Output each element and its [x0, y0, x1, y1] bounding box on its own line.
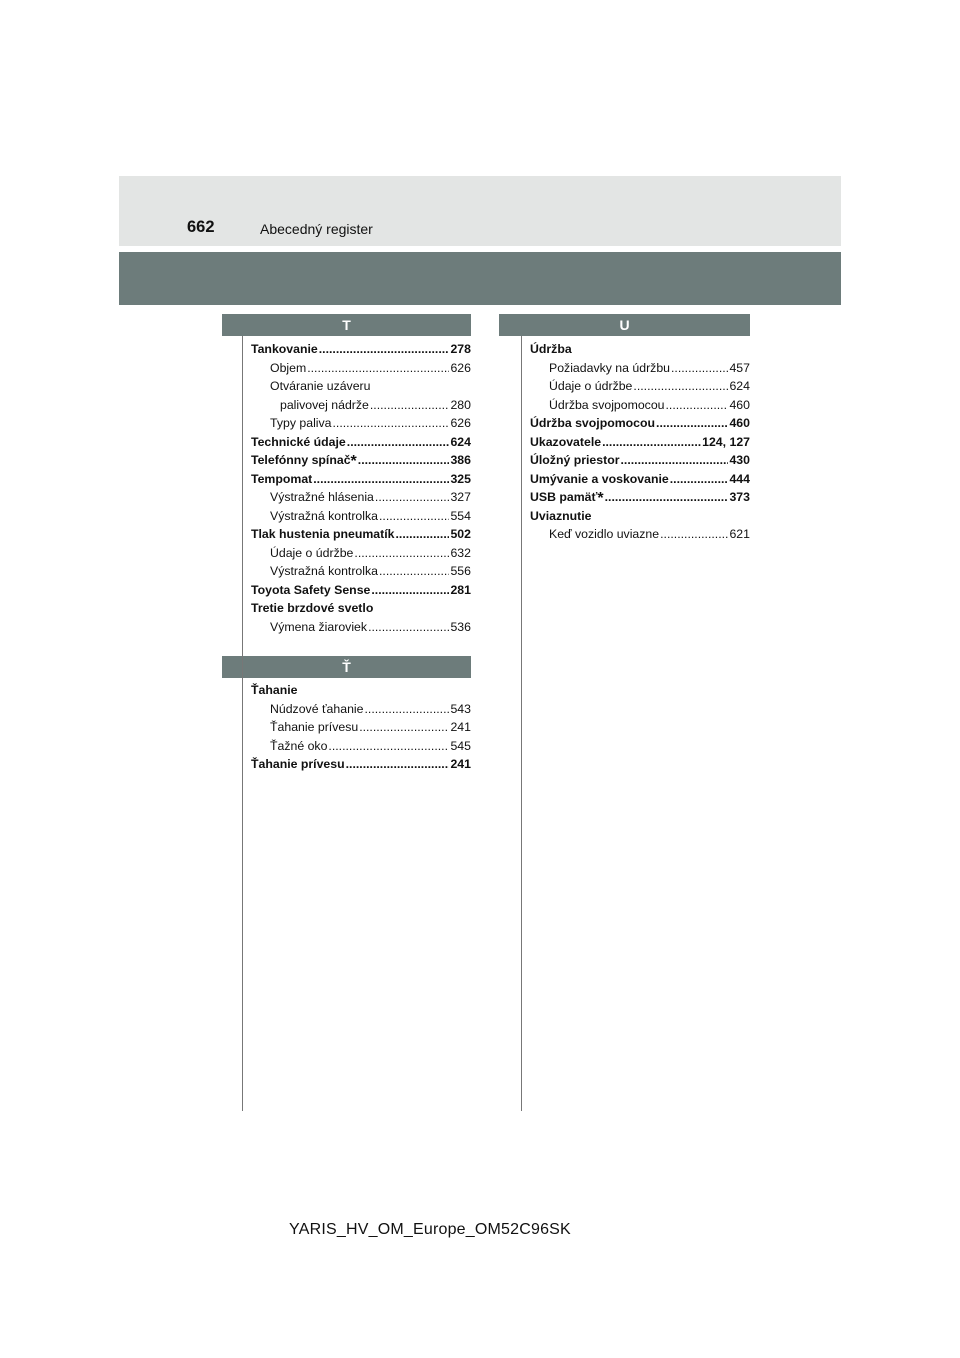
- index-entry[interactable]: [251, 359, 471, 378]
- header-dark-band: [119, 252, 841, 305]
- index-entry[interactable]: [530, 525, 750, 544]
- section-title: Abecedný register: [260, 221, 373, 237]
- dot-leader: [328, 737, 449, 756]
- index-term: Tretie brzdové svetlo: [251, 601, 374, 615]
- index-entry[interactable]: [530, 451, 750, 470]
- index-column-t: [251, 340, 471, 636]
- dot-leader: [375, 488, 450, 507]
- index-entry[interactable]: [530, 359, 750, 378]
- index-page-number[interactable]: 280: [450, 397, 471, 412]
- index-term: Technické údaje: [251, 434, 346, 449]
- index-term: Keď vozidlo uviazne: [549, 527, 660, 541]
- index-entry[interactable]: [251, 396, 471, 415]
- index-term: Ťahanie: [251, 683, 298, 697]
- index-page-number[interactable]: 386: [450, 453, 471, 467]
- dot-leader: [621, 451, 729, 470]
- dot-leader: [396, 525, 450, 544]
- dot-leader: [660, 525, 728, 544]
- index-page-number[interactable]: 325: [450, 471, 471, 486]
- index-page-number[interactable]: 624: [450, 434, 471, 449]
- index-page-number[interactable]: 241: [450, 757, 471, 771]
- index-term: Ukazovatele: [530, 434, 602, 449]
- index-term: Výmena žiaroviek: [270, 619, 368, 634]
- index-page-number[interactable]: 536: [450, 619, 471, 634]
- index-entry[interactable]: USB pamäť * ..... 373: [530, 488, 750, 507]
- index-entry[interactable]: [251, 377, 471, 396]
- dot-leader: [333, 414, 450, 433]
- dot-leader: [605, 488, 729, 507]
- dot-leader: [368, 618, 449, 637]
- index-term: Ťažné oko: [270, 738, 328, 753]
- header-band: [119, 176, 841, 246]
- index-entry[interactable]: [530, 377, 750, 396]
- index-entry[interactable]: [530, 340, 750, 359]
- dot-leader: [313, 470, 449, 489]
- index-term: Údržba svojpomocou: [530, 416, 656, 430]
- index-term: palivovej nádrže: [280, 397, 369, 412]
- index-entry[interactable]: [251, 700, 471, 719]
- index-term: Údaje o údržbe: [549, 379, 633, 393]
- dot-leader: [354, 544, 449, 563]
- index-page-number[interactable]: 556: [450, 564, 471, 578]
- dot-leader: [359, 718, 449, 737]
- index-page-number[interactable]: 327: [450, 490, 471, 504]
- index-term: Núdzové ťahanie: [270, 701, 364, 716]
- index-page-number[interactable]: 554: [450, 508, 471, 523]
- document-code-footer: [0, 1221, 960, 1239]
- index-term: Toyota Safety Sense: [251, 582, 371, 597]
- dot-leader: [379, 562, 449, 581]
- index-page-number[interactable]: 457: [729, 360, 750, 375]
- dot-leader: [656, 414, 728, 433]
- index-entry[interactable]: [251, 544, 471, 563]
- dot-leader: [365, 700, 450, 719]
- index-term: Tankovanie: [251, 342, 318, 356]
- page-number: 662: [187, 218, 215, 236]
- index-term: Ťahanie prívesu: [251, 757, 345, 771]
- index-page-number[interactable]: 632: [450, 545, 471, 560]
- index-term: Úložný priestor: [530, 453, 620, 467]
- index-entry[interactable]: [251, 562, 471, 581]
- index-entry[interactable]: [530, 414, 750, 433]
- index-page-number[interactable]: 124, 127: [702, 434, 750, 449]
- dot-leader: [371, 581, 449, 600]
- index-page-number[interactable]: 430: [729, 453, 750, 467]
- index-entry[interactable]: [251, 755, 471, 774]
- index-page-number[interactable]: 626: [450, 416, 471, 430]
- dot-leader: [347, 433, 450, 452]
- index-term: Požiadavky na údržbu: [549, 360, 670, 375]
- index-term: Údržba: [530, 342, 572, 356]
- index-term: Výstražná kontrolka: [270, 508, 378, 523]
- dot-leader: [346, 755, 450, 774]
- index-term: Typy paliva: [270, 416, 332, 430]
- column-divider-left: [242, 336, 243, 1111]
- index-entry[interactable]: [251, 470, 471, 489]
- letter-heading-t: T: [222, 314, 471, 336]
- index-term: Uviaznutie: [530, 508, 592, 523]
- letter-heading-u: U: [499, 314, 750, 336]
- index-entry[interactable]: [251, 488, 471, 507]
- index-page-number[interactable]: 460: [729, 397, 750, 412]
- index-term: USB pamäť: [530, 490, 598, 504]
- document-code: YARIS_HV_OM_Europe_OM52C96SK: [289, 1221, 571, 1238]
- dot-leader: [319, 340, 450, 359]
- index-page-number[interactable]: 444: [729, 471, 750, 486]
- index-page-number[interactable]: 460: [729, 416, 750, 430]
- index-entry[interactable]: [530, 396, 750, 415]
- index-entry[interactable]: [251, 525, 471, 544]
- index-term: Údaje o údržbe: [270, 545, 354, 560]
- index-column-u: [530, 340, 750, 544]
- dot-leader: [370, 396, 450, 415]
- index-page-number[interactable]: 621: [729, 527, 750, 541]
- index-term: Údržba svojpomocou: [549, 397, 665, 412]
- index-page-number[interactable]: 278: [450, 342, 471, 356]
- index-page-number[interactable]: 281: [450, 582, 471, 597]
- dot-leader: [358, 451, 450, 470]
- index-term: Tlak hustenia pneumatík: [251, 527, 395, 541]
- index-term: Umývanie a voskovanie: [530, 471, 669, 486]
- letter-heading-t-caron: Ť: [222, 656, 471, 678]
- index-term: Ťahanie prívesu: [270, 720, 359, 734]
- index-entry[interactable]: [251, 737, 471, 756]
- index-entry[interactable]: [251, 433, 471, 452]
- index-page-number[interactable]: 502: [450, 527, 471, 541]
- index-page-number[interactable]: 626: [450, 360, 471, 375]
- index-term: Objem: [270, 360, 307, 375]
- index-entry[interactable]: Telefónny spínač * ..... 386: [251, 451, 471, 470]
- index-entry[interactable]: [251, 414, 471, 433]
- index-entry[interactable]: [251, 507, 471, 526]
- column-divider-right: [521, 336, 522, 1111]
- index-term: Výstražná kontrolka: [270, 564, 378, 578]
- index-entry[interactable]: [251, 581, 471, 600]
- dot-leader: [670, 470, 729, 489]
- index-term: Tempomat: [251, 471, 313, 486]
- index-term: Výstražné hlásenia: [270, 490, 374, 504]
- index-entry[interactable]: [530, 507, 750, 526]
- dot-leader: [307, 359, 449, 378]
- index-entry[interactable]: [251, 718, 471, 737]
- index-page-number[interactable]: 624: [729, 379, 750, 393]
- index-entry[interactable]: [251, 599, 471, 618]
- index-page-number[interactable]: 545: [450, 738, 471, 753]
- dot-leader: [379, 507, 449, 526]
- index-page-number[interactable]: 241: [450, 720, 471, 734]
- index-term: Otváranie uzáveru: [270, 379, 371, 393]
- dot-leader: [633, 377, 728, 396]
- index-entry[interactable]: [251, 340, 471, 359]
- index-page-number[interactable]: 373: [729, 490, 750, 504]
- index-entry[interactable]: [251, 618, 471, 637]
- index-entry[interactable]: [530, 433, 750, 452]
- index-entry[interactable]: [530, 470, 750, 489]
- index-entry[interactable]: [251, 681, 471, 700]
- dot-leader: [602, 433, 701, 452]
- dot-leader: [671, 359, 728, 378]
- index-term: Telefónny spínač: [251, 453, 351, 467]
- index-column-t-caron: [251, 681, 471, 774]
- dot-leader: [666, 396, 729, 415]
- index-page-number[interactable]: 543: [450, 701, 471, 716]
